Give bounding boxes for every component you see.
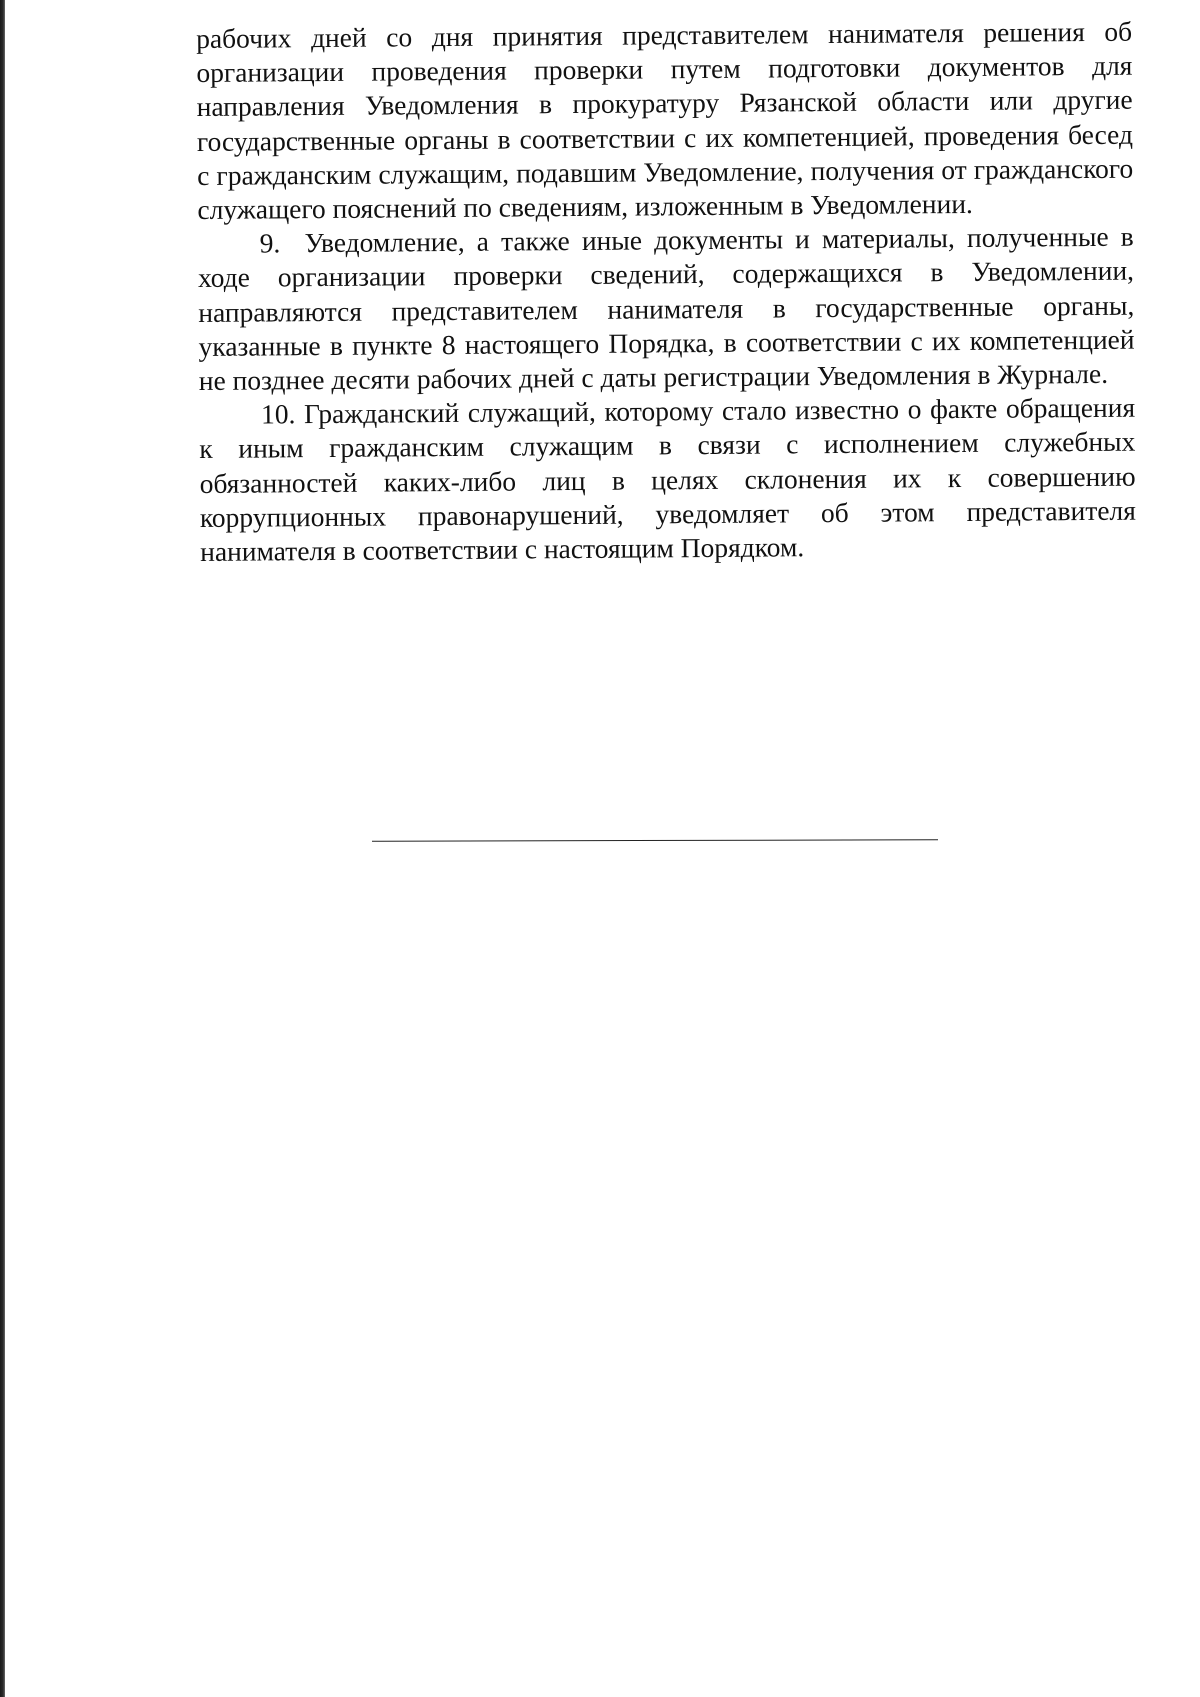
paragraph-10 — [199, 391, 1136, 569]
paragraph-text: Уведомление, а также иные документы и материалы, полученные в ходе организации проверки сведений, содержащихся в Уведомлении, направляются представителем нанимателя в государственные органы, указанные в пункте 8 настоящего Порядка, в соответствии с их компетенцией не позднее десяти рабочих дней с даты регистрации Уведомления в Журнале. — [197, 220, 1135, 397]
paragraph-number: 9. — [259, 227, 281, 259]
paragraph-text: рабочих дней со дня принятия представителем нанимателя решения об организации проведения проверки путем подготовки документов для направления Уведомления в прокуратуру Рязанской области или другие государственные органы в соответствии с их компетенцией, проведения бесед с гражданским служащим, подавшим Уведомление, получения от гражданского служащего пояснений по сведениям, изложенным в Уведомлении. — [196, 15, 1134, 226]
paragraph-number: 10. — [260, 398, 296, 430]
closing-separator-line — [372, 839, 938, 841]
document-page — [196, 15, 1136, 570]
paragraph-text: Гражданский служащий, которому стало известно о факте обращения к иным гражданским служащим в связи с исполнением служебных обязанностей каких-либо лиц в целях склонения их к совершению коррупционных правонарушений, уведомляет об этом представителя нанимателя в соответствии с настоящим Порядком. — [199, 391, 1136, 568]
paragraph-continuation — [196, 15, 1134, 228]
paragraph-9 — [198, 220, 1135, 398]
scan-edge-shadow — [0, 0, 5, 1697]
